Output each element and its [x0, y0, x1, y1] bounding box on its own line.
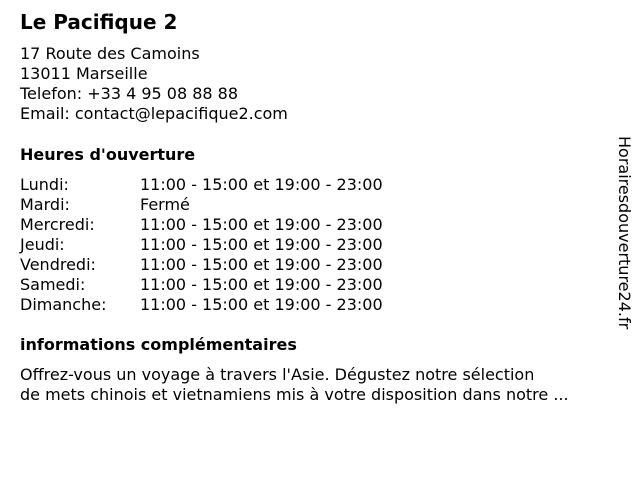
opening-hours-heading: Heures d'ouverture [20, 145, 196, 164]
hours-row-wednesday [20, 215, 383, 235]
day-label: Samedi: [20, 275, 86, 294]
day-label: Mercredi: [20, 215, 95, 234]
restaurant-description [20, 365, 620, 405]
time-value: 11:00 - 15:00 et 19:00 - 23:00 [140, 175, 383, 194]
address-street: 17 Route des Camoins [20, 44, 200, 63]
email-address: Email: contact@lepacifique2.com [20, 104, 288, 123]
time-value: 11:00 - 15:00 et 19:00 - 23:00 [140, 275, 383, 294]
time-value: 11:00 - 15:00 et 19:00 - 23:00 [140, 215, 383, 234]
phone-number: Telefon: +33 4 95 08 88 88 [20, 84, 239, 103]
hours-row-monday [20, 175, 383, 195]
time-value: Fermé [140, 195, 190, 214]
day-label: Vendredi: [20, 255, 96, 274]
description-line: Offrez-vous un voyage à travers l'Asie. Dégustez notre sélection [20, 365, 535, 384]
hours-row-saturday [20, 275, 383, 295]
time-value: 11:00 - 15:00 et 19:00 - 23:00 [140, 295, 383, 314]
day-label: Dimanche: [20, 295, 107, 314]
site-watermark: Horairesdouverture24.fr [615, 136, 634, 330]
opening-hours-table [20, 175, 383, 315]
time-value: 11:00 - 15:00 et 19:00 - 23:00 [140, 235, 383, 254]
hours-row-tuesday [20, 195, 383, 215]
day-label: Jeudi: [20, 235, 65, 254]
hours-row-thursday [20, 235, 383, 255]
contact-block [20, 44, 288, 124]
day-label: Lundi: [20, 175, 69, 194]
restaurant-name: Le Pacifique 2 [20, 10, 178, 34]
description-line: de mets chinois et vietnamiens mis à votre disposition dans notre ... [20, 385, 569, 404]
additional-info-heading: informations complémentaires [20, 335, 297, 354]
time-value: 11:00 - 15:00 et 19:00 - 23:00 [140, 255, 383, 274]
address-city: 13011 Marseille [20, 64, 148, 83]
day-label: Mardi: [20, 195, 70, 214]
hours-row-sunday [20, 295, 383, 315]
hours-row-friday [20, 255, 383, 275]
